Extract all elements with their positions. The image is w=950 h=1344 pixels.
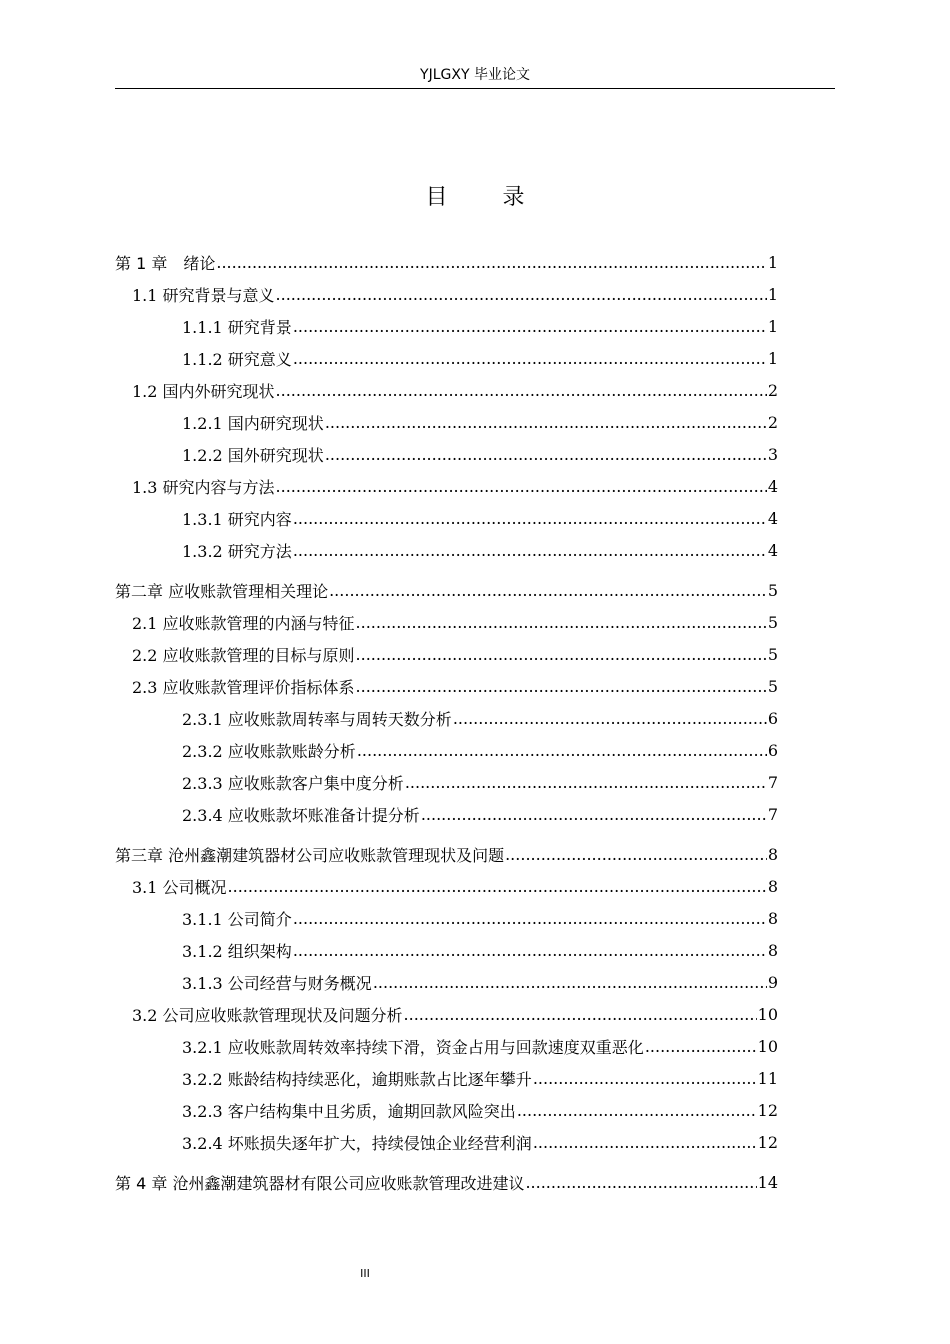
toc-entry-page: 10	[757, 1004, 778, 1024]
toc-leader-dots	[356, 670, 767, 702]
toc-entry-label: 3.2.4 坏账损失逐年扩大，持续侵蚀企业经营利润	[182, 1133, 532, 1153]
toc-leader-dots	[356, 638, 767, 670]
toc-entry-label: 第三章 沧州鑫潮建筑器材公司应收账款管理现状及问题	[115, 845, 505, 865]
toc-entry-label: 3.2.1 应收账款周转效率持续下滑，资金占用与回款速度双重恶化	[182, 1037, 644, 1057]
toc-leader-dots	[357, 734, 767, 766]
toc-entry-page: 8	[767, 940, 778, 960]
page-header	[115, 64, 835, 89]
toc-entry-label: 2.3 应收账款管理评价指标体系	[132, 677, 355, 697]
toc-leader-dots	[293, 502, 767, 534]
toc-entry-label: 3.1 公司概况	[132, 877, 227, 897]
toc-entry[interactable]	[115, 534, 778, 566]
toc-entry-label: 2.3.3 应收账款客户集中度分析	[182, 773, 404, 793]
toc-entry-label: 1.1 研究背景与意义	[132, 285, 275, 305]
toc-leader-dots	[216, 246, 766, 278]
toc-leader-dots	[329, 574, 767, 606]
toc-entry-page: 5	[767, 612, 778, 632]
toc-entry[interactable]	[115, 438, 778, 470]
toc-leader-dots	[645, 1030, 757, 1062]
toc-entry[interactable]	[115, 374, 778, 406]
toc-entry-page: 2	[767, 412, 778, 432]
toc-entry[interactable]	[115, 1094, 778, 1126]
toc-entry[interactable]	[115, 998, 778, 1030]
toc-entry-page: 6	[767, 708, 778, 728]
toc-leader-dots	[325, 406, 767, 438]
toc-entry-page: 4	[767, 476, 778, 496]
toc-entry-page: 1	[767, 284, 778, 304]
toc-entry-label: 1.1.1 研究背景	[182, 317, 292, 337]
toc-entry-page: 8	[767, 844, 778, 864]
toc-entry[interactable]	[115, 278, 778, 310]
toc-entry[interactable]	[115, 1166, 778, 1198]
toc-leader-dots	[517, 1094, 757, 1126]
toc-entry-label: 2.3.2 应收账款账龄分析	[182, 741, 356, 761]
toc-entry-label: 第二章 应收账款管理相关理论	[115, 581, 329, 601]
toc-entry[interactable]	[115, 342, 778, 374]
toc-entry-page: 8	[767, 876, 778, 896]
toc-entry-label: 1.1.2 研究意义	[182, 349, 292, 369]
toc-entry[interactable]	[115, 702, 778, 734]
toc-entry-label: 1.2.2 国外研究现状	[182, 445, 324, 465]
toc-leader-dots	[525, 1166, 756, 1198]
toc-leader-dots	[405, 766, 767, 798]
toc-entry-page: 3	[767, 444, 778, 464]
toc-leader-dots	[453, 702, 767, 734]
toc-entry-page: 14	[757, 1172, 778, 1192]
toc-leader-dots	[505, 838, 767, 870]
toc-entry-page: 10	[757, 1036, 778, 1056]
toc-entry-label: 第 4 章 沧州鑫潮建筑器材有限公司应收账款管理改进建议	[115, 1173, 525, 1193]
toc-entry-label: 2.2 应收账款管理的目标与原则	[132, 645, 355, 665]
toc-entry[interactable]	[115, 310, 778, 342]
toc-leader-dots	[533, 1062, 757, 1094]
toc-leader-dots	[293, 902, 767, 934]
toc-entry-label: 3.1.1 公司简介	[182, 909, 292, 929]
toc-leader-dots	[293, 934, 767, 966]
toc-title	[0, 180, 950, 211]
toc-entry-label: 2.1 应收账款管理的内涵与特征	[132, 613, 355, 633]
toc-entry[interactable]	[115, 670, 778, 702]
table-of-contents	[115, 246, 778, 1198]
toc-entry-page: 1	[767, 252, 778, 272]
page-number: III	[360, 1267, 370, 1280]
toc-entry[interactable]	[115, 966, 778, 998]
toc-leader-dots	[276, 470, 767, 502]
toc-leader-dots	[293, 534, 767, 566]
toc-entry[interactable]	[115, 766, 778, 798]
toc-entry-page: 11	[757, 1068, 778, 1088]
toc-entry-label: 3.2.3 客户结构集中且劣质，逾期回款风险突出	[182, 1101, 516, 1121]
toc-entry[interactable]	[115, 606, 778, 638]
toc-entry[interactable]	[115, 902, 778, 934]
toc-entry[interactable]	[115, 798, 778, 830]
toc-entry-page: 6	[767, 740, 778, 760]
toc-entry-label: 3.2.2 账龄结构持续恶化，逾期账款占比逐年攀升	[182, 1069, 532, 1089]
page-footer	[0, 1267, 730, 1280]
toc-entry[interactable]	[115, 934, 778, 966]
toc-entry-page: 8	[767, 908, 778, 928]
toc-entry-label: 第 1 章 绪论	[115, 253, 216, 273]
toc-entry[interactable]	[115, 638, 778, 670]
toc-entry[interactable]	[115, 246, 778, 278]
toc-entry-page: 5	[767, 580, 778, 600]
toc-leader-dots	[373, 966, 767, 998]
toc-entry[interactable]	[115, 870, 778, 902]
toc-entry[interactable]	[115, 838, 778, 870]
toc-leader-dots	[404, 998, 757, 1030]
toc-entry-page: 9	[767, 972, 778, 992]
toc-entry-page: 5	[767, 644, 778, 664]
toc-entry-label: 3.1.3 公司经营与财务概况	[182, 973, 372, 993]
toc-entry-label: 3.2 公司应收账款管理现状及问题分析	[132, 1005, 403, 1025]
toc-entry-page: 1	[767, 348, 778, 368]
toc-leader-dots	[293, 342, 767, 374]
toc-entry-page: 4	[767, 540, 778, 560]
toc-entry-label: 1.3 研究内容与方法	[132, 477, 275, 497]
toc-entry-label: 1.2 国内外研究现状	[132, 381, 275, 401]
toc-title-char-1: 目	[425, 185, 448, 210]
toc-entry-page: 4	[767, 508, 778, 528]
toc-entry-page: 1	[767, 316, 778, 336]
toc-entry-page: 5	[767, 676, 778, 696]
toc-entry[interactable]	[115, 1030, 778, 1062]
toc-entry[interactable]	[115, 1062, 778, 1094]
toc-entry-label: 2.3.4 应收账款坏账准备计提分析	[182, 805, 420, 825]
toc-entry[interactable]	[115, 470, 778, 502]
toc-entry[interactable]	[115, 502, 778, 534]
toc-entry-page: 2	[767, 380, 778, 400]
toc-entry-label: 2.3.1 应收账款周转率与周转天数分析	[182, 709, 452, 729]
toc-entry[interactable]	[115, 734, 778, 766]
toc-entry-label: 1.2.1 国内研究现状	[182, 413, 324, 433]
toc-entry-page: 12	[757, 1100, 778, 1120]
toc-entry-label: 1.3.2 研究方法	[182, 541, 292, 561]
toc-entry-label: 3.1.2 组织架构	[182, 941, 292, 961]
toc-leader-dots	[293, 310, 767, 342]
toc-title-char-2: 录	[502, 185, 525, 210]
toc-leader-dots	[356, 606, 767, 638]
toc-entry[interactable]	[115, 1126, 778, 1158]
toc-entry[interactable]	[115, 574, 778, 606]
toc-entry-label: 1.3.1 研究内容	[182, 509, 292, 529]
toc-entry-page: 12	[757, 1132, 778, 1152]
toc-leader-dots	[325, 438, 767, 470]
toc-leader-dots	[421, 798, 767, 830]
toc-leader-dots	[228, 870, 767, 902]
toc-leader-dots	[276, 374, 767, 406]
toc-entry-page: 7	[767, 772, 778, 792]
toc-entry-page: 7	[767, 804, 778, 824]
toc-entry[interactable]	[115, 406, 778, 438]
toc-leader-dots	[533, 1126, 757, 1158]
toc-leader-dots	[276, 278, 767, 310]
header-text: YJLGXY 毕业论文	[420, 67, 530, 83]
